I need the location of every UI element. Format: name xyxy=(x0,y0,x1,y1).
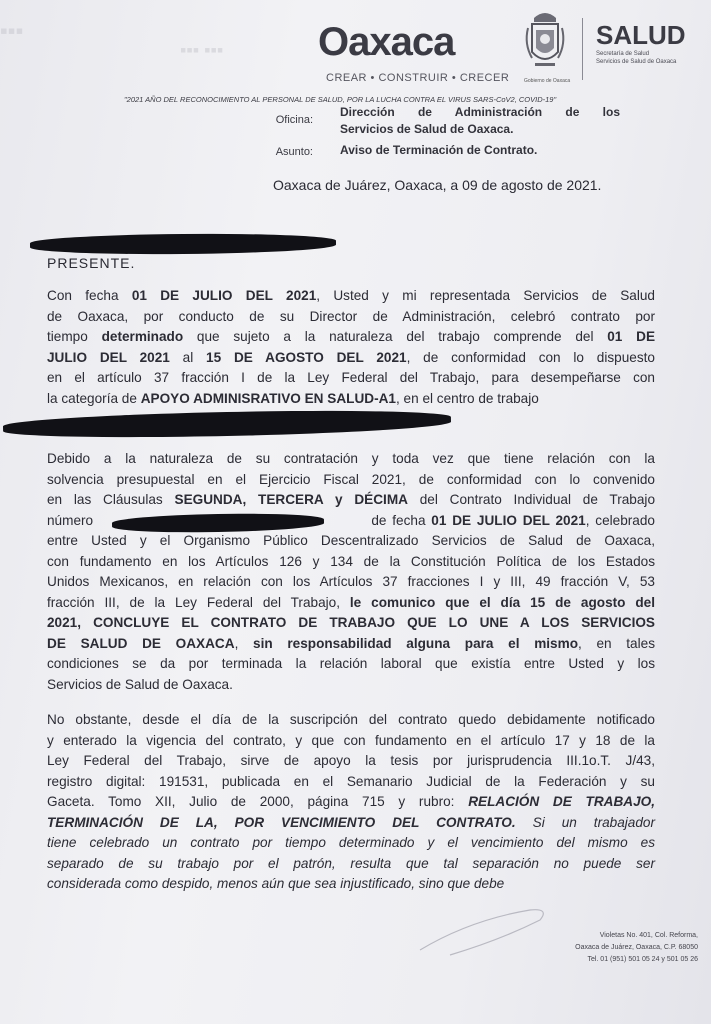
text-run: Unidos Mexicanos, en relación con los Artículos 37 fracciones I y III, 49 fracción V, 53 xyxy=(47,574,655,589)
seal-caption: Gobierno de Oaxaca xyxy=(524,78,571,84)
text-run: , de conformidad con lo dispuesto xyxy=(406,349,655,365)
text-run: al xyxy=(169,349,207,365)
text-line xyxy=(47,675,655,696)
text-run: Con fecha xyxy=(47,288,132,303)
text-run: , en el centro de trabajo xyxy=(396,390,539,406)
text-run: considerada como despido, menos aún que sea injustificado, sino que debe xyxy=(47,876,505,891)
asunto-value: Aviso de Terminación de Contrato. xyxy=(340,143,538,157)
text-run: 15 DE AGOSTO DEL 2021 xyxy=(206,349,407,365)
oficina-value-line: Servicios de Salud de Oaxaca. xyxy=(340,122,514,136)
text-line xyxy=(47,470,655,491)
text-run: registro digital: 191531, publicada en el Semanario Judicial de la Federación y su xyxy=(47,773,655,789)
year-motto: "2021 AÑO DEL RECONOCIMIENTO AL PERSONAL DE SALUD, POR LA LUCHA CONTRA EL VIRUS SARS-CoV2, COVID-19" xyxy=(124,95,557,104)
text-run: determinado xyxy=(101,329,184,344)
text-run: 01 DE JULIO DEL 2021 xyxy=(131,288,317,303)
text-run: SEGUNDA, TERCERA y DÉCIMA xyxy=(174,492,408,507)
text-run: APOYO ADMINISRATIVO EN SALUD-A1 xyxy=(140,390,396,406)
footer-line: Oaxaca de Juárez, Oaxaca, C.P. 68050 xyxy=(575,944,698,951)
bleed-through-mark: ▪▪▪ ▪▪▪ xyxy=(180,40,224,60)
text-run: sin responsabilidad alguna para el mismo xyxy=(253,635,579,651)
text-line xyxy=(47,710,655,731)
text-line xyxy=(47,572,655,593)
text-line xyxy=(47,307,655,328)
text-run: 01 DE xyxy=(607,329,656,344)
text-line xyxy=(47,634,655,655)
text-run: Ley Federal del Trabajo, sirve de apoyo la tesis por jurisprudencia III.1o.T. J/43, xyxy=(47,753,655,768)
text-run: en las Cláusulas xyxy=(47,492,175,507)
text-line xyxy=(47,531,655,552)
salutation: PRESENTE. xyxy=(47,255,136,271)
text-run: 01 DE JULIO DEL 2021 xyxy=(431,512,586,528)
text-run: condiciones se da por terminada la relación laboral que existía entre Usted y los xyxy=(47,656,655,671)
letterhead xyxy=(310,8,710,88)
text-run: RELACIÓN DE TRABAJO, xyxy=(468,794,655,809)
oficina-label: Oficina: xyxy=(275,114,313,126)
bleed-through-mark: ▪▪▪ xyxy=(0,18,24,43)
text-line xyxy=(47,389,655,410)
text-run: , celebrado xyxy=(585,512,655,528)
paragraph-termination-notice xyxy=(47,449,655,695)
text-run: de Oaxaca, por conducto de su Director de Administración, celebró contrato por xyxy=(47,308,655,324)
letter-date: Oaxaca de Juárez, Oaxaca, a 09 de agosto de 2021. xyxy=(273,177,602,193)
text-run: 2021, CONCLUYE EL CONTRATO DE TRABAJO QUE LO UNE A LOS SERVICIOS xyxy=(47,615,655,630)
footer-line: Tel. 01 (951) 501 05 24 y 501 05 26 xyxy=(587,956,698,963)
text-line xyxy=(47,751,655,772)
text-run: No obstante, desde el día de la suscripción del contrato quedo debidamente notificado xyxy=(47,712,655,727)
text-run: con fundamento en los Artículos 126 y 134 de la Constitución Política de los Estados xyxy=(47,553,655,569)
text-line xyxy=(47,654,655,675)
text-line xyxy=(47,874,655,895)
header-divider xyxy=(582,18,583,80)
text-run: del Contrato Individual de Trabajo xyxy=(407,492,655,507)
text-run: de fecha xyxy=(365,512,432,528)
salud-subtitle-line: Secretaría de Salud xyxy=(596,51,650,57)
text-line xyxy=(47,348,655,369)
salud-subtitle xyxy=(596,50,706,66)
text-line xyxy=(47,593,655,614)
text-line xyxy=(47,772,655,793)
text-run: le comunico que el día 15 de agosto del xyxy=(349,594,655,610)
text-line xyxy=(47,854,655,875)
text-run: que sujeto a la naturaleza del trabajo comprende del xyxy=(183,329,608,344)
text-run: , Usted y mi representada Servicios de Salud xyxy=(316,288,655,303)
text-run: tiene celebrado un contrato por tiempo determinado y el vencimiento del mismo es xyxy=(47,835,655,850)
redaction-work-center xyxy=(3,407,451,440)
text-run: entre Usted y el Organismo Público Descentralizado Servicios de Salud de Oaxaca, xyxy=(47,533,655,548)
text-run: Si un trabajador xyxy=(515,814,656,830)
text-run: Debido a la naturaleza de su contratación y toda vez que tiene relación con la xyxy=(47,451,655,466)
text-run: , xyxy=(234,635,254,651)
text-line xyxy=(47,731,655,752)
text-run: JULIO DEL 2021 xyxy=(47,349,170,365)
text-line xyxy=(47,286,655,307)
text-run: separado de su trabajo por el patrón, resulta que tal separación no puede ser xyxy=(47,855,655,871)
oficina-value xyxy=(340,104,620,138)
text-run: fracción III, de la Ley Federal del Trabajo, xyxy=(47,594,350,610)
text-line xyxy=(47,368,655,389)
text-line xyxy=(47,613,655,634)
text-line xyxy=(47,327,655,348)
text-line xyxy=(47,490,655,511)
text-line xyxy=(47,552,655,573)
state-seal-icon xyxy=(522,8,568,78)
salud-logo: SALUD xyxy=(596,20,686,50)
brand-tagline: CREAR • CONSTRUIR • CRECER xyxy=(326,72,510,84)
text-line xyxy=(47,449,655,470)
text-run: , en tales xyxy=(578,635,655,651)
text-run: TERMINACIÓN DE LA, POR VENCIMIENTO DEL CONTRATO. xyxy=(47,814,516,830)
text-run: Servicios de Salud de Oaxaca. xyxy=(47,676,233,692)
salud-subtitle-line: Servicios de Salud de Oaxaca xyxy=(596,59,677,65)
redaction-recipient-name xyxy=(30,233,336,256)
brand-logo: Oaxaca xyxy=(318,20,455,64)
text-run: en el artículo 37 fracción I de la Ley Federal del Trabajo, para desempeñarse con xyxy=(47,370,655,385)
asunto-label: Asunto: xyxy=(275,146,313,158)
text-run: tiempo xyxy=(47,329,102,344)
paragraph-legal-basis xyxy=(47,710,655,895)
text-run: la categoría de xyxy=(47,390,141,406)
footer-line: Violetas No. 401, Col. Reforma, xyxy=(599,932,698,939)
text-run: Gaceta. Tomo XII, Julio de 2000, página 715 y rubro: xyxy=(47,794,469,809)
text-line xyxy=(47,833,655,854)
text-line xyxy=(47,792,655,813)
text-run: solvencia presupuestal en el Ejercicio Fiscal 2021, de conformidad con lo convenido xyxy=(47,471,655,487)
paragraph-contract-details xyxy=(47,286,655,409)
text-line xyxy=(47,813,655,834)
text-run: DE SALUD DE OAXACA xyxy=(47,635,235,651)
text-run: número xyxy=(47,512,99,528)
text-run: y enterado la vigencia del contrato, y que con fundamento en el artículo 17 y 18 de la xyxy=(47,732,655,748)
oficina-value-line: Dirección de Administración de los xyxy=(340,105,620,119)
signature-scribble xyxy=(410,880,560,970)
